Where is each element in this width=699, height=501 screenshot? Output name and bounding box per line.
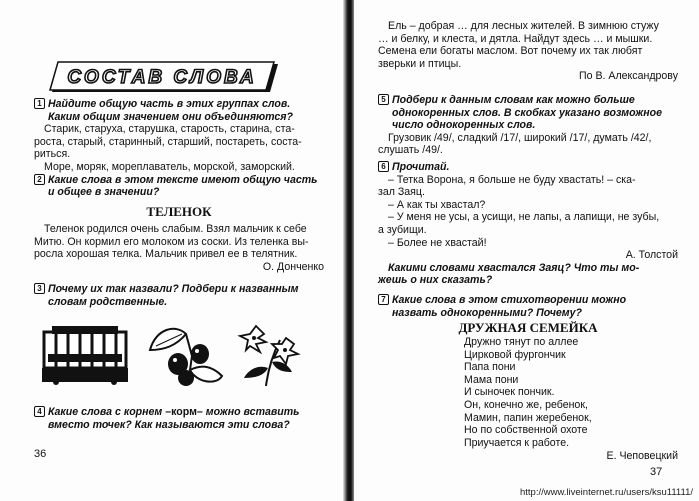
story-title: ТЕЛЕНОК xyxy=(146,204,212,219)
story-line-3: росла хорошая телка. Мальчик привел ее в телятник. xyxy=(34,248,298,261)
q6-question-1: Какими словами хвастался Заяц? Что ты мо- xyxy=(388,261,640,274)
q1-group1-line-2: роста, старый, старинный, старший, постареть, соста- xyxy=(34,135,302,148)
q4-root: –корм– xyxy=(165,406,203,418)
q4-block xyxy=(34,406,324,431)
q3-block xyxy=(34,283,324,308)
right-top-author: По В. Александрову xyxy=(579,70,678,83)
q6-dialog-5: а зубищи. xyxy=(378,223,427,236)
q3-line-2: словам родственные. xyxy=(48,295,168,308)
poem-line-8: Но по собственной охоте xyxy=(464,424,588,437)
story-line-1: Теленок родился очень слабым. Взял мальчик к себе xyxy=(44,223,307,235)
right-top-line-2: … и белку, и клеста, и дятла. Найдут здесь … и мышки. xyxy=(378,32,653,45)
q5-block xyxy=(378,94,678,157)
q4-number: 4 xyxy=(34,406,45,417)
q5-line-1: Подбери к данным словам как можно больше xyxy=(392,94,635,106)
q5-number: 5 xyxy=(378,94,389,105)
q6-dialog-1: – Тетка Ворона, я больше не буду хвастать! – ска- xyxy=(388,173,636,186)
poem-title: ДРУЖНАЯ СЕМЕЙКА xyxy=(458,320,598,335)
q5-line-3: число однокоренных слов. xyxy=(392,119,536,132)
q1-group1-line-1: Старик, старуха, старушка, старость, старина, ста- xyxy=(44,123,295,136)
q7-block xyxy=(378,294,678,319)
poem-line-1: Дружно тянут по аллее xyxy=(464,336,579,348)
q6-dialog-2: зал Заяц. xyxy=(378,186,425,199)
q1-group1-line-3: риться. xyxy=(34,148,71,161)
poem-line-6: Он, конечно же, ребенок, xyxy=(464,398,588,411)
right-top-text xyxy=(378,20,678,83)
q1-group2: Море, моряк, мореплаватель, морской, заморский. xyxy=(44,160,295,173)
q2-line-2: и общее в значении? xyxy=(48,186,160,199)
right-top-line-4: зверьки и птицы. xyxy=(378,57,462,70)
q1-line-2: Каким общим значением они объединяются? xyxy=(48,110,293,123)
q4-post: можно вставить xyxy=(202,406,300,418)
section-title-banner xyxy=(48,60,280,98)
poem-line-2: Цирковой фургончик xyxy=(464,348,566,361)
q6-number: 6 xyxy=(378,161,389,172)
poem-line-9: Приучается к работе. xyxy=(464,436,570,449)
right-page xyxy=(354,0,699,501)
q5-words-line-2: слушать /49/. xyxy=(378,144,443,157)
q1-number: 1 xyxy=(34,98,45,109)
section-title-art xyxy=(48,60,280,98)
poem-line-7: Мамин, папин жеребенок, xyxy=(464,411,592,424)
q6-author: А. Толстой xyxy=(625,249,678,262)
berries-illustration xyxy=(146,320,224,388)
q6-dialog-3: – А как ты хвастал? xyxy=(388,198,486,211)
left-page xyxy=(0,0,345,501)
q7-line-1: Какие слова в этом стихотворении можно xyxy=(392,294,627,306)
story-block xyxy=(34,223,324,273)
watermark-url: http://www.liveinternet.ru/users/ksu11111/ xyxy=(519,487,693,498)
q2-number: 2 xyxy=(34,174,45,185)
poem-author: Е. Чеповецкий xyxy=(606,450,678,462)
q5-line-2: однокоренных слов. В скобках указано возможное xyxy=(392,106,662,119)
right-page-number: 37 xyxy=(650,466,663,478)
q6-dialog-4: – У меня не усы, а усищи, не лапы, а лапищи, не зубы, xyxy=(388,211,660,224)
story-author: О. Донченко xyxy=(262,260,324,273)
q6-question-2: жешь о них сказать? xyxy=(378,274,493,287)
q7-line-2: назвать однокоренными? Почему? xyxy=(392,306,582,319)
feeder-illustration xyxy=(42,324,128,386)
poem-line-5: И сыночек пончик. xyxy=(464,386,555,399)
q4-line-2: вместо точек? Как называются эти слова? xyxy=(48,418,290,431)
poem-line-4: Мама пони xyxy=(464,373,519,386)
q1-block xyxy=(34,98,324,199)
poem-line-3: Папа пони xyxy=(464,361,516,374)
right-top-line-1: Ель – добрая … для лесных жителей. В зимнюю стужу xyxy=(388,20,659,32)
q3-number: 3 xyxy=(34,283,45,294)
q3-line-1: Почему их так назвали? Подбери к названным xyxy=(48,283,299,295)
section-title: СОСТАВ СЛОВА xyxy=(67,67,257,88)
q4-pre: Какие слова с корнем xyxy=(48,406,166,418)
flowers-illustration xyxy=(236,320,306,388)
q2-line-1: Какие слова в этом тексте имеют общую часть xyxy=(48,173,318,186)
right-top-line-3: Семена ели богаты маслом. Вот почему их так любят xyxy=(378,45,643,58)
q6-label: Прочитай. xyxy=(392,161,450,173)
q1-line-1: Найдите общую часть в этих группах слов. xyxy=(48,98,291,110)
q6-block xyxy=(378,161,678,287)
q6-dialog-6: – Более не хвастай! xyxy=(388,236,487,249)
poem-block xyxy=(464,336,664,449)
story-line-2: Митю. Он кормил его молоком из соски. Из теленка вы- xyxy=(34,235,309,248)
left-page-number: 36 xyxy=(34,448,47,460)
q5-words-line-1: Грузовик /49/, сладкий /17/, широкий /17/, думать /42/, xyxy=(388,131,652,144)
q7-number: 7 xyxy=(378,294,389,305)
